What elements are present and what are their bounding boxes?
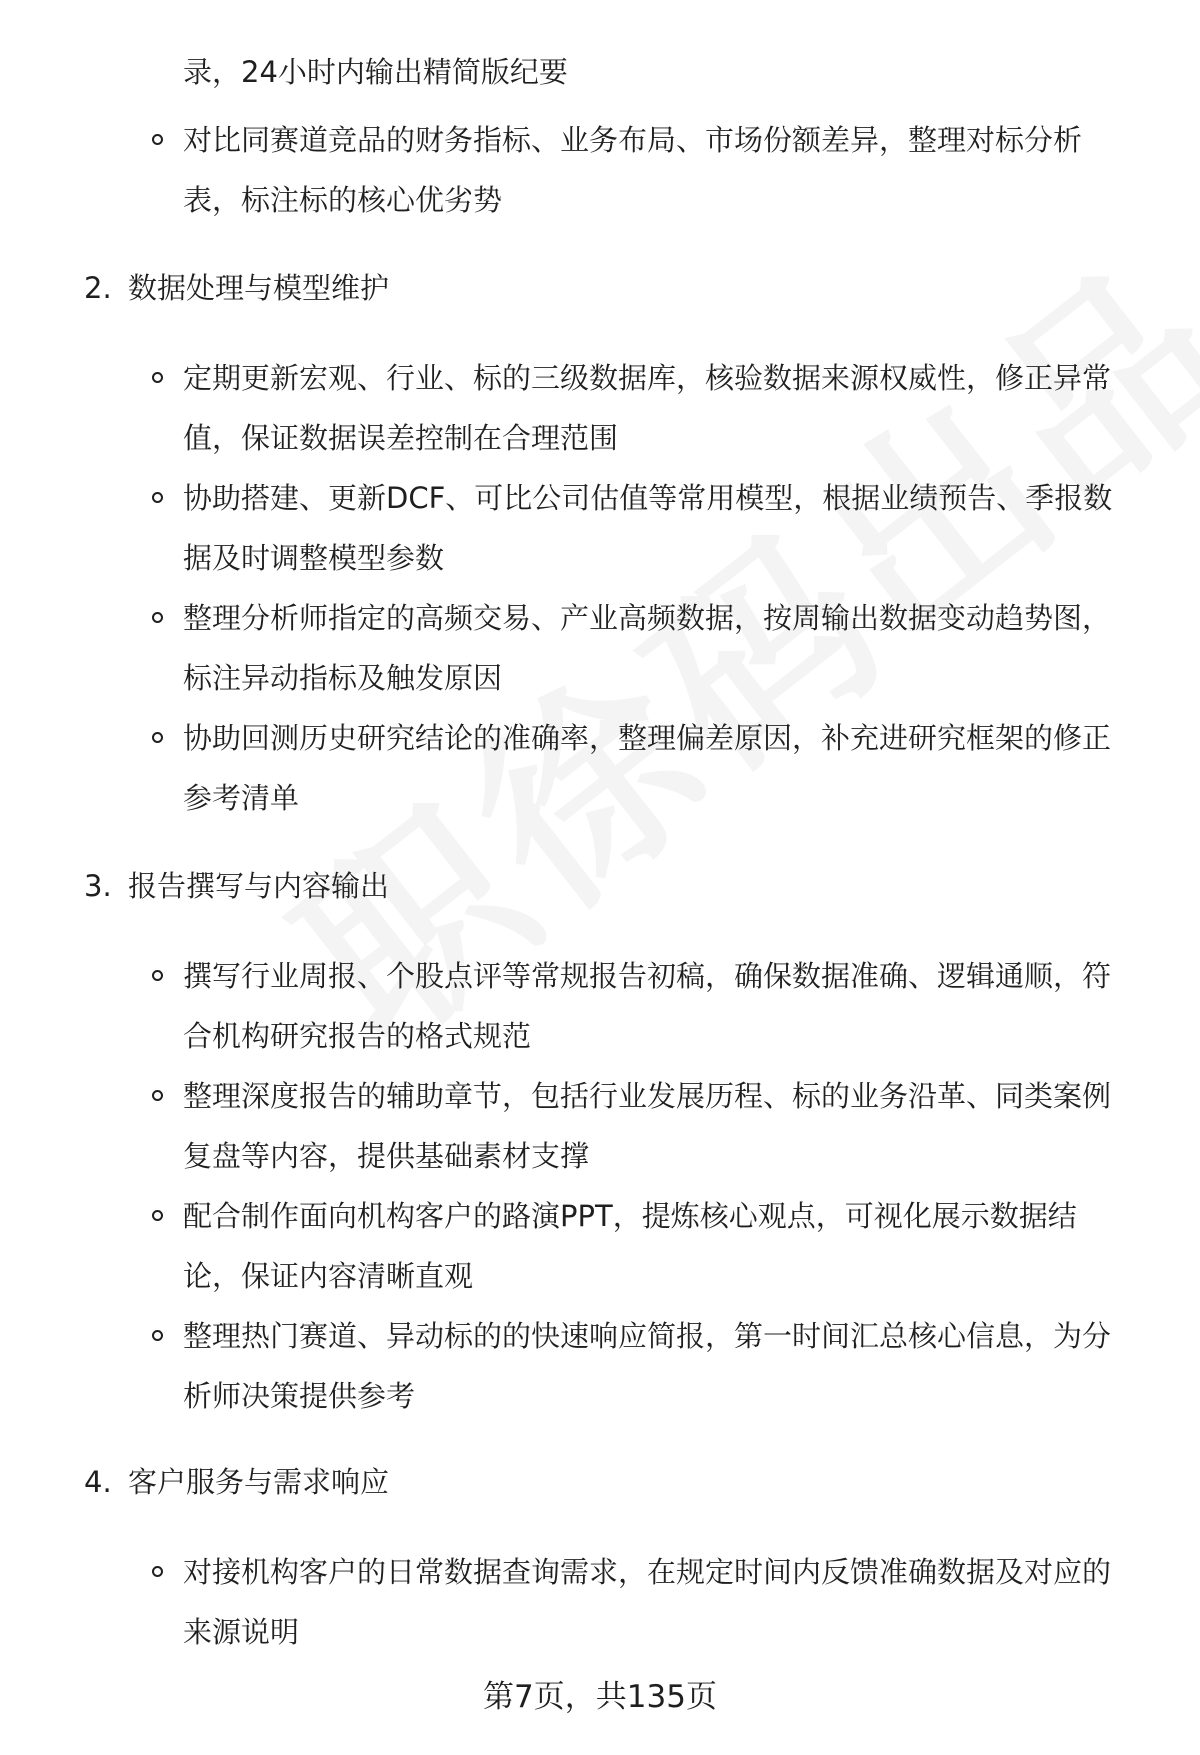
list-item-line: 整理分析师指定的高频交易、产业高频数据，按周输出数据变动趋势图，: [183, 601, 1112, 635]
section-number: 3.: [84, 869, 112, 903]
list-item-line: 整理热门赛道、异动标的的快速响应简报，第一时间汇总核心信息，为分: [183, 1319, 1112, 1353]
list-item-line: 析师决策提供参考: [183, 1379, 416, 1413]
list-item-line: 标注异动指标及触发原因: [183, 661, 503, 695]
list-item-line: 定期更新宏观、行业、标的三级数据库，核验数据来源权威性，修正异常: [183, 361, 1112, 395]
list-item-line: 论，保证内容清晰直观: [183, 1259, 474, 1293]
continuation-text: 录，24小时内输出精简版纪要: [183, 55, 568, 89]
bullet-circle-icon: [152, 1210, 163, 1221]
list-item-line: 来源说明: [183, 1615, 300, 1649]
list-item-line: 对比同赛道竞品的财务指标、业务布局、市场份额差异，整理对标分析: [183, 123, 1083, 157]
bullet-circle-icon: [152, 1566, 163, 1577]
section-title: 客户服务与需求响应: [128, 1465, 390, 1499]
list-item-line: 协助搭建、更新DCF、可比公司估值等常用模型，根据业绩预告、季报数: [183, 481, 1113, 515]
list-item-line: 整理深度报告的辅助章节，包括行业发展历程、标的业务沿革、同类案例: [183, 1079, 1112, 1113]
bullet-circle-icon: [152, 372, 163, 383]
list-item-line: 值，保证数据误差控制在合理范围: [183, 421, 619, 455]
bullet-circle-icon: [152, 732, 163, 743]
bullet-circle-icon: [152, 612, 163, 623]
section-title: 报告撰写与内容输出: [128, 869, 390, 903]
list-item-line: 据及时调整模型参数: [183, 541, 445, 575]
bullet-circle-icon: [152, 1330, 163, 1341]
list-item-line: 撰写行业周报、个股点评等常规报告初稿，确保数据准确、逻辑通顺，符: [183, 959, 1112, 993]
bullet-circle-icon: [152, 970, 163, 981]
bullet-circle-icon: [152, 134, 163, 145]
section-title: 数据处理与模型维护: [128, 271, 390, 305]
section-number: 4.: [84, 1465, 112, 1499]
list-item-line: 合机构研究报告的格式规范: [183, 1019, 532, 1053]
bullet-circle-icon: [152, 1090, 163, 1101]
page-number-footer: 第7页，共135页: [483, 1679, 717, 1715]
list-item-line: 配合制作面向机构客户的路演PPT，提炼核心观点，可视化展示数据结: [183, 1199, 1077, 1233]
list-item-line: 对接机构客户的日常数据查询需求，在规定时间内反馈准确数据及对应的: [183, 1555, 1112, 1589]
list-item-line: 协助回测历史研究结论的准确率，整理偏差原因，补充进研究框架的修正: [183, 721, 1112, 755]
list-item-line: 复盘等内容，提供基础素材支撑: [183, 1139, 590, 1173]
bullet-circle-icon: [152, 492, 163, 503]
list-item-line: 参考清单: [183, 781, 300, 815]
list-item-line: 表，标注标的核心优劣势: [183, 183, 503, 217]
section-number: 2.: [84, 271, 112, 305]
